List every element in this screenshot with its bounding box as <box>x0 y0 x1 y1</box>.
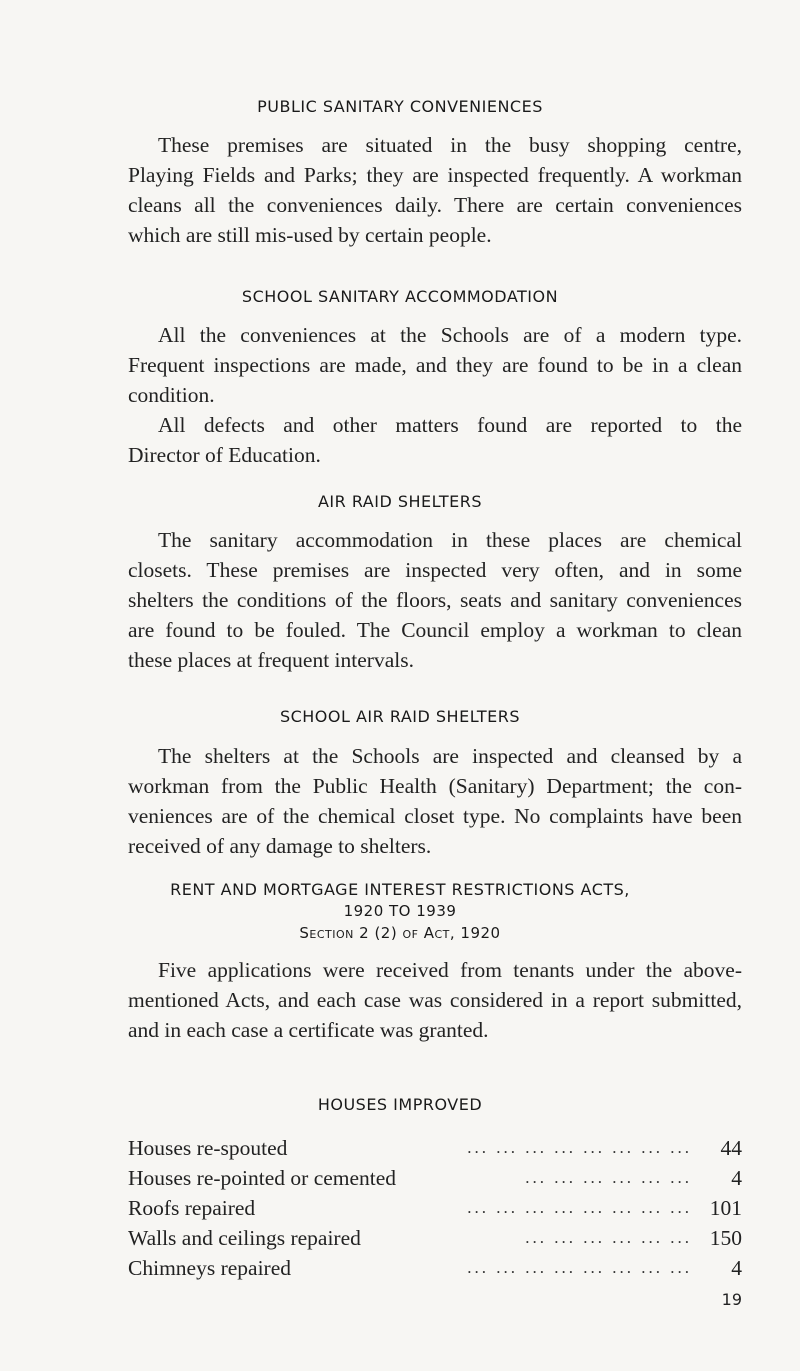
text-line: veniences are of the chemical closet type. No complaints have been <box>128 804 742 828</box>
text-line: All defects and other matters found are reported to the <box>158 413 742 437</box>
text-line: Director of Education. <box>128 443 321 467</box>
row-value: 4 <box>731 1166 742 1190</box>
section-heading-rent-mortgage: RENT AND MORTGAGE INTEREST RESTRICTIONS ACTS, <box>170 880 630 899</box>
table-row <box>128 1163 742 1193</box>
text-line: condition. <box>128 383 215 407</box>
text-line: mentioned Acts, and each case was considered in a report submitted, <box>128 988 742 1012</box>
text-line: which are still mis-used by certain people. <box>128 223 492 247</box>
text-line: these places at frequent intervals. <box>128 648 414 672</box>
row-label: Houses re-pointed or cemented <box>128 1166 397 1190</box>
text-line: Five applications were received from tenants under the above- <box>158 958 742 982</box>
row-label: Walls and ceilings repaired <box>128 1226 361 1250</box>
row-value: 150 <box>709 1226 742 1250</box>
section-heading-public-conveniences: PUBLIC SANITARY CONVENIENCES <box>257 97 543 116</box>
text-line: and in each case a certificate was granted. <box>128 1018 489 1042</box>
section-heading-school-air-raid: SCHOOL AIR RAID SHELTERS <box>279 707 521 726</box>
paragraph-rent-mortgage <box>128 955 742 1045</box>
table-row <box>128 1133 742 1163</box>
table-row <box>128 1193 742 1223</box>
row-value: 4 <box>731 1256 742 1280</box>
section-heading-houses-improved: HOUSES IMPROVED <box>317 1095 483 1114</box>
row-label: Roofs repaired <box>128 1196 256 1220</box>
section-heading-school-sanitary: SCHOOL SANITARY ACCOMMODATION <box>241 287 559 306</box>
text-line: All the conveniences at the Schools are of a modern type. <box>158 323 742 347</box>
row-label: Chimneys repaired <box>128 1256 291 1280</box>
text-line: The sanitary accommodation in these places are chemical <box>158 528 742 552</box>
paragraph-school-sanitary <box>128 320 742 470</box>
row-value: 101 <box>709 1196 742 1220</box>
section-reference: Section 2 (2) of Act, 1920 <box>299 924 501 942</box>
text-line: These premises are situated in the busy shopping centre, <box>158 133 742 157</box>
table-row <box>128 1253 742 1283</box>
text-line: Frequent inspections are made, and they are found to be in a clean <box>128 353 742 377</box>
text-line: cleans all the conveniences daily. There are certain conveniences <box>128 193 742 217</box>
dot-leader: ... ... ... ... ... ... <box>525 1228 692 1247</box>
text-line: closets. These premises are inspected very often, and in some <box>128 558 742 582</box>
dot-leader: ... ... ... ... ... ... ... ... <box>467 1198 692 1217</box>
text-line: Playing Fields and Parks; they are inspected frequently. A workman <box>128 163 742 187</box>
text-line: shelters the conditions of the floors, seats and sanitary conveniences <box>128 588 742 612</box>
paragraph-air-raid <box>128 525 742 675</box>
table-row <box>128 1223 742 1253</box>
text-line: received of any damage to shelters. <box>128 834 432 858</box>
row-value: 44 <box>720 1136 742 1160</box>
page-number: 19 <box>721 1290 742 1309</box>
row-label: Houses re-spouted <box>128 1136 288 1160</box>
text-line: are found to be fouled. The Council employ a workman to clean <box>128 618 742 642</box>
text-line: The shelters at the Schools are inspected and cleansed by a <box>158 744 742 768</box>
dot-leader: ... ... ... ... ... ... ... ... <box>467 1138 692 1157</box>
houses-improved-table <box>128 1133 742 1283</box>
section-heading-air-raid: AIR RAID SHELTERS <box>317 492 483 511</box>
text-line: workman from the Public Health (Sanitary) Department; the con- <box>128 774 742 798</box>
paragraph-public-conveniences <box>128 130 742 250</box>
section-subheading-years: 1920 TO 1939 <box>343 902 457 920</box>
dot-leader: ... ... ... ... ... ... <box>525 1168 692 1187</box>
paragraph-school-air-raid <box>128 741 742 861</box>
dot-leader: ... ... ... ... ... ... ... ... <box>467 1258 692 1277</box>
